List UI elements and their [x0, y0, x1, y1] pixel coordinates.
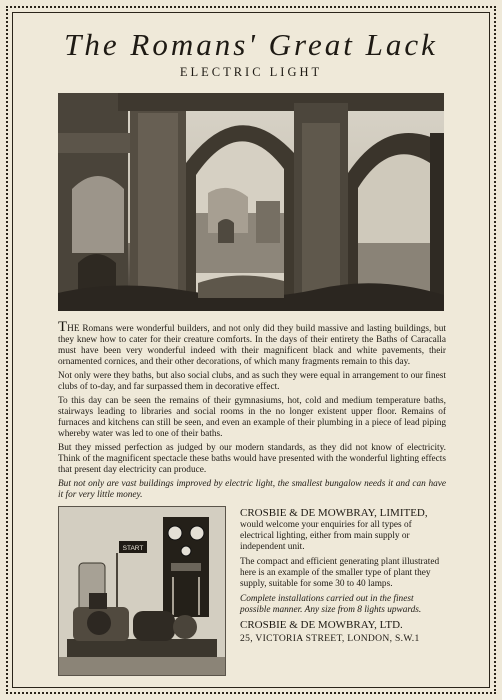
article-body: [58, 319, 446, 504]
company-address: 25, VICTORIA STREET, LONDON, S.W.1: [240, 633, 420, 644]
ruins-illustration: [58, 93, 444, 311]
drop-cap: T: [58, 319, 68, 335]
paragraph-3: To this day can be seen the remains of their gymnasiums, hot, cold and medium temperature baths, stairways leading to libraries and social rooms in the no longer existent upper floor. Remains of furnaces and kitchens can still be seen, and even an example of their plumbing in a piece of lead piping whereby water was led to one of their baths.: [58, 396, 446, 439]
plant-description: The compact and efficient generating plant illustrated here is an example of the smaller type of plant they supply, suitable for some 30 to 40 lamps.: [240, 557, 440, 589]
start-label: START: [122, 545, 144, 552]
intro-paragraph: [240, 508, 446, 553]
paragraph-4: But they missed perfection as judged by our modern standards, as they did not know of electricity. Think of the magnificent spectacle these baths would have presented with the wonderful lighting effects that present day electricity can produce.: [58, 443, 446, 475]
paragraph-2: Not only were they baths, but also social clubs, and as such they were equal in arrangement to our finest clubs of to-day, and far surpassed them in decorative effect.: [58, 371, 446, 392]
company-signature: CROSBIE & DE MOWBRAY, LTD.: [240, 619, 403, 631]
generating-plant-illustration: [59, 507, 225, 675]
subheadline: ELECTRIC LIGHT: [179, 65, 323, 79]
paragraph-1-text: HE Romans were wonderful builders, and not only did they build massive and lasting buildings, but they knew how to cater for their creature comforts. In the days of their entirety the Baths of Caracalla must have been very wonderful indeed with their magnificent black and white pavements, their ornamented cornices, and their other decorations, of which many fragments remain to this day.: [58, 324, 446, 367]
company-details: [240, 508, 446, 648]
generating-plant-photo: [58, 506, 226, 676]
installations-note: Complete installations carried out in the finest possible manner. Any size from 8 lights upwards.: [240, 594, 422, 615]
headline: The Romans' Great Lack: [64, 27, 438, 62]
ruins-photo: [58, 93, 444, 311]
bottom-section: [58, 506, 446, 678]
company-name-intro: CROSBIE & DE MOWBRAY, LIMITED,: [240, 507, 428, 519]
paragraph-1: [58, 319, 446, 368]
italic-note: But not only are vast buildings improved by electric light, the smallest bungalow needs it and can have it for very little money.: [58, 479, 446, 500]
intro-text: would welcome your enquiries for all types of electrical lighting, either from main supply or independent unit.: [240, 520, 412, 552]
